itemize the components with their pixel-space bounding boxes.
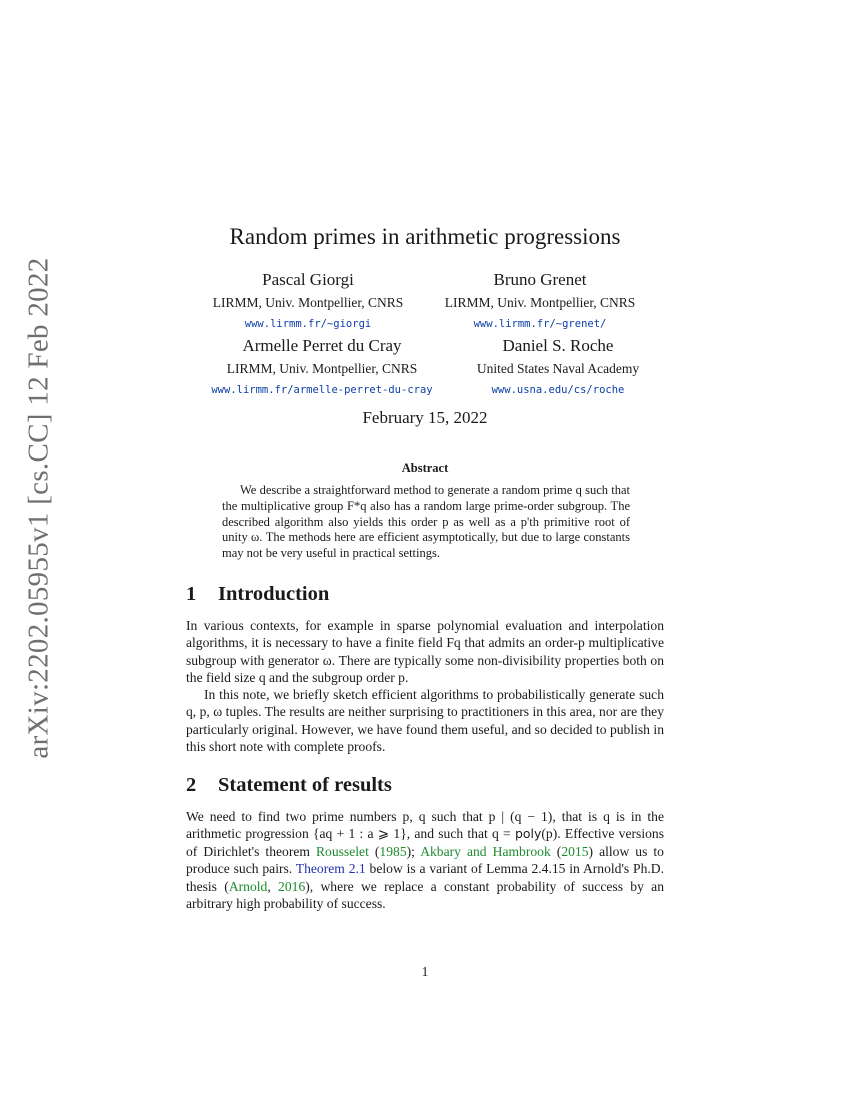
publication-date: February 15, 2022 (362, 408, 488, 427)
intro-paragraph-1: In various contexts, for example in sparse polynomial evaluation and interpolation algorithms, it is necessary to have a finite field Fq that admits an order-p multiplicative subgroup with generator ω. There are typically some non-divisibility properties both on the field size q and the subgroup order p. (186, 618, 664, 686)
section-number: 2 (186, 774, 197, 796)
abstract-heading: Abstract (401, 461, 449, 475)
author-name: Armelle Perret du Cray (242, 336, 402, 355)
text-run: ), where we replace a constant probability of success by an arbitrary high probability of success. (186, 878, 665, 912)
abstract-text: We describe a straightforward method to generate a random prime q such that the multiplicative group F*q also has a random large prime-order subgroup. The described algorithm also yields this order p as well as a p'th primitive root of unity ω. The methods here are efficient asymptotically, but due to large constants may not be very useful in practical settings. (222, 483, 630, 561)
author-homepage-link[interactable]: www.usna.edu/cs/roche (491, 384, 625, 396)
arxiv-stamp-text: arXiv:2202.05955v1 [cs.CC] 12 Feb 2022 (22, 257, 55, 759)
section-title: Introduction (218, 583, 330, 605)
citation-link[interactable]: Rousselet (315, 843, 369, 859)
page-number: 1 (421, 964, 429, 979)
author-homepage-link[interactable]: www.lirmm.fr/~giorgi (244, 318, 372, 330)
text-run: allow us to produce such pairs. (186, 843, 664, 877)
author-affiliation: LIRMM, Univ. Montpellier, CNRS (212, 295, 404, 310)
text-run: (p). Effective versions of Dirichlet's theorem (186, 826, 664, 859)
citation-year-link[interactable]: 1985 (379, 843, 407, 859)
author-block (390, 270, 690, 333)
author-homepage-link[interactable]: www.lirmm.fr/~grenet/ (473, 318, 607, 330)
section-title: Statement of results (218, 774, 392, 796)
author-affiliation: LIRMM, Univ. Montpellier, CNRS (226, 361, 418, 376)
text-run: We need to find two prime numbers p, q such that p | (q − 1), that is q is in the arithmetic progression {aq + 1 : a ⩾ 1}, and such that q = (186, 809, 664, 842)
citation-year-link[interactable]: 2015 (561, 843, 589, 859)
paper-title: Random primes in arithmetic progressions (229, 224, 621, 249)
citation-year-link[interactable]: 2016 (278, 878, 306, 894)
author-name: Daniel S. Roche (502, 336, 614, 355)
theorem-ref-link[interactable]: Theorem 2.1 (295, 861, 366, 877)
math-poly: poly (514, 826, 542, 842)
arxiv-identifier-stamp (18, 257, 60, 759)
intro-paragraph-2: In this note, we briefly sketch efficient algorithms to probabilistically generate such q, p, ω tuples. The results are neither surprising to practitioners in this area, nor are they particularly original. However, we have found them useful, and so decided to publish in this short note with complete proofs. (186, 687, 664, 755)
author-affiliation: LIRMM, Univ. Montpellier, CNRS (444, 295, 636, 310)
author-affiliation: United States Naval Academy (476, 361, 640, 376)
author-block (408, 336, 708, 399)
author-name: Bruno Grenet (493, 270, 587, 289)
results-paragraph: We need to find two prime numbers p, q such that p | (q − 1), that is q is in the arithmetic progression {aq + 1 : a ⩾ 1}, and such that q = poly(p). Effective versions of Dirichlet's theorem Rousselet (1985); Akbary and Hambrook (2015) allow us to produce such pairs. Theorem 2.1 below is a variant of Lemma 2.4.15 in Arnold's Ph.D. thesis (Arnold, 2016), where we replace a constant probability of success by an arbitrary high probability of success. (186, 809, 665, 912)
author-name: Pascal Giorgi (262, 270, 354, 289)
section-heading-results (186, 774, 392, 797)
section-number: 1 (186, 583, 197, 605)
citation-link[interactable]: Akbary and Hambrook (420, 843, 551, 859)
author-homepage-link[interactable]: www.lirmm.fr/armelle-perret-du-cray (211, 384, 433, 396)
text-run: below is a variant of Lemma 2.4.15 in Arnold's Ph.D. thesis ( (186, 861, 664, 894)
section-heading-introduction (186, 583, 329, 606)
citation-link[interactable]: Arnold (228, 878, 268, 894)
